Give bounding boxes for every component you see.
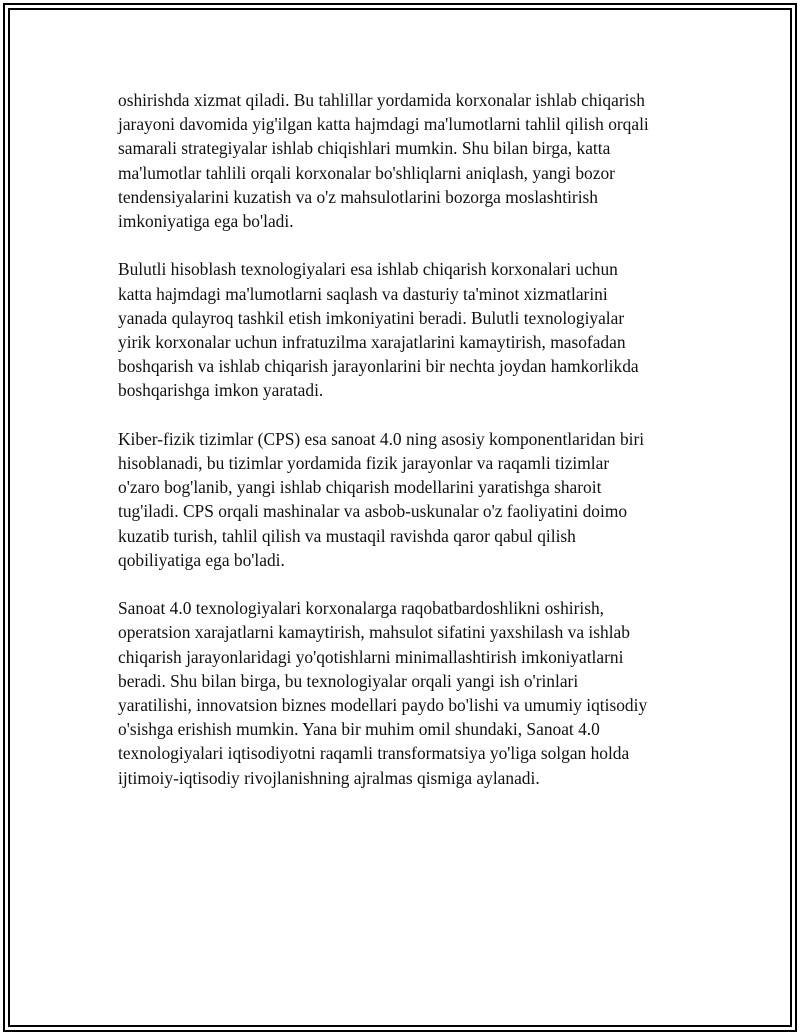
paragraph-cyber-physical-systems: Kiber-fizik tizimlar (CPS) esa sanoat 4.0 ning asosiy komponentlaridan biri hisoblanadi, bu tizimlar yordamida fizik jarayonlar va raqamli tizimlar o'zaro bog'lanib, yangi ishlab chiqarish modellarini yaratishga sharoit tug'iladi. CPS orqali mashinalar va asbob-uskunalar o'z faoliyatini doimo kuzatib turish, tahlil qilish va mustaqil ravishda qaror qabul qilish qobiliyatiga ega bo'ladi. [118, 428, 645, 570]
paragraph-industry-4-benefits: Sanoat 4.0 texnologiyalari korxonalarga raqobatbardoshlikni oshirish, operatsion xarajatlarni kamaytirish, mahsulot sifatini yaxshilash va ishlab chiqarish jarayonlaridagi yo'qotishlarni minimallashtirish imkoniyatlarni beradi. Shu bilan birga, bu texnologiyalar orqali yangi ish o'rinlari yaratilishi, innovatsion biznes modellari paydo bo'lishi va umumiy iqtisodiy o'sishga erishish mumkin. Yana bir muhim omil shundaki, Sanoat 4.0 texnologiyalari iqtisodiyotni raqamli transformatsiya yo'liga solgan holda ijtimoiy-iqtisodiy rivojlanishning ajralmas qismiga aylanadi. [118, 598, 648, 788]
paragraph-cloud-computing: Bulutli hisoblash texnologiyalari esa ishlab chiqarish korxonalari uchun katta hajmdagi ma'lumotlarni saqlash va dasturiy ta'minot xizmatlarini yanada qulayroq tashkil etish imkoniyatini beradi. Bulutli texnologiyalar yirik korxonalar uchun infratuzilma xarajatlarini kamaytirish, masofadan boshqarish va ishlab chiqarish jarayonlarini bir nechta joydan hamkorlikda boshqarishga imkon yaratadi. [118, 259, 639, 401]
paragraph-big-data: oshirishda xizmat qiladi. Bu tahlillar yordamida korxonalar ishlab chiqarish jarayoni davomida yig'ilgan katta hajmdagi ma'lumotlarni tahlil qilish orqali samarali strategiyalar ishlab chiqishlari mumkin. Shu bilan birga, katta ma'lumotlar tahlili orqali korxonalar bo'shliqlarni aniqlash, yangi bozor tendensiyalarini kuzatish va o'z mahsulotlarini bozorga moslashtirish imkoniyatiga ega bo'ladi. [118, 90, 649, 232]
document-body [118, 88, 693, 814]
